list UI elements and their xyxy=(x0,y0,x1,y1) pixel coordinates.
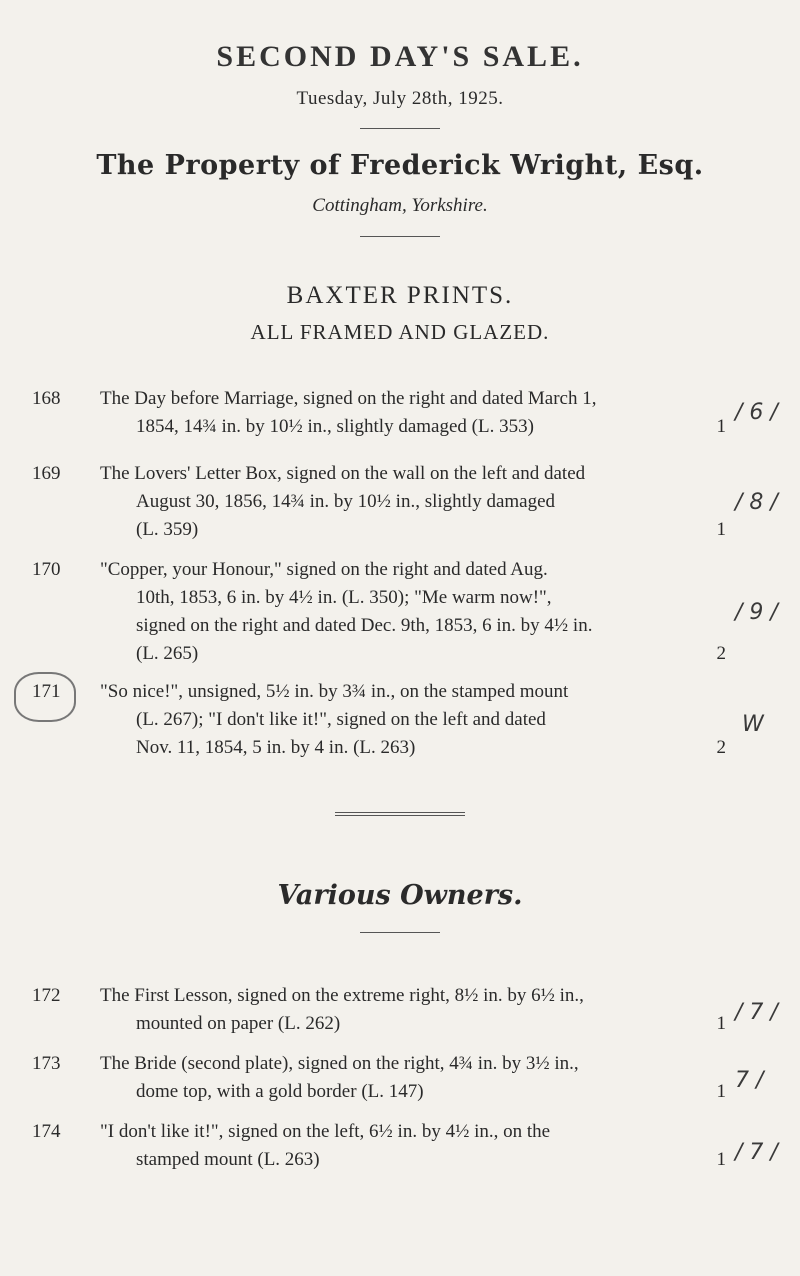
lot-line: signed on the right and dated Dec. 9th, 1853, 6 in. by 4½ in. xyxy=(136,615,593,636)
price-annotation: W xyxy=(742,712,764,737)
lot-number: 172 xyxy=(32,985,61,1006)
section-title: BAXTER PRINTS. xyxy=(286,282,514,309)
divider xyxy=(360,128,440,129)
lot-line: (L. 265) xyxy=(136,643,199,664)
lot-line: The First Lesson, signed on the extreme right, 8½ in. by 6½ in., xyxy=(100,985,584,1006)
price-annotation: 7 / xyxy=(735,1068,764,1093)
lot-quantity: 1 xyxy=(716,1013,726,1034)
lot-number: 171 xyxy=(32,681,61,702)
sale-date: Tuesday, July 28th, 1925. xyxy=(296,88,504,109)
lot-description xyxy=(100,1050,720,1106)
lot-quantity: 1 xyxy=(716,1149,726,1170)
price-annotation: / 6 / xyxy=(735,400,778,425)
lot-line: dome top, with a gold border (L. 147) xyxy=(136,1081,424,1102)
lot-entry xyxy=(32,460,726,544)
lot-entry xyxy=(32,556,726,668)
price-annotation: / 8 / xyxy=(735,490,778,515)
lot-description xyxy=(100,460,720,544)
sale-title: SECOND DAY'S SALE. xyxy=(216,40,584,73)
owner-heading: The Property of Frederick Wright, Esq. xyxy=(96,150,704,181)
lot-number: 169 xyxy=(32,463,61,484)
divider xyxy=(335,815,465,816)
lot-line: August 30, 1856, 14¾ in. by 10½ in., slightly damaged xyxy=(136,491,556,512)
lot-description xyxy=(100,678,720,762)
lot-line: Nov. 11, 1854, 5 in. by 4 in. (L. 263) xyxy=(136,737,416,758)
divider xyxy=(360,932,440,933)
lot-line: The Day before Marriage, signed on the right and dated March 1, xyxy=(100,388,597,409)
hand-drawn-circle xyxy=(14,672,76,722)
lot-entry xyxy=(32,982,726,1038)
lot-number: 168 xyxy=(32,388,61,409)
lot-line: "So nice!", unsigned, 5½ in. by 3¾ in., on the stamped mount xyxy=(100,681,569,702)
lot-line: stamped mount (L. 263) xyxy=(136,1149,320,1170)
divider xyxy=(360,236,440,237)
lot-line: (L. 267); "I don't like it!", signed on the left and dated xyxy=(136,709,546,730)
lot-number: 170 xyxy=(32,559,61,580)
lot-description xyxy=(100,982,720,1038)
lot-entry xyxy=(32,1118,726,1174)
lot-entry xyxy=(32,1050,726,1106)
section-subtitle: ALL FRAMED AND GLAZED. xyxy=(250,320,550,344)
lot-line: The Bride (second plate), signed on the right, 4¾ in. by 3½ in., xyxy=(100,1053,579,1074)
lot-entry xyxy=(32,385,726,441)
lot-entry xyxy=(32,678,726,762)
price-annotation: / 7 / xyxy=(735,1000,778,1025)
lot-quantity: 2 xyxy=(716,737,726,758)
lot-line: mounted on paper (L. 262) xyxy=(136,1013,341,1034)
lot-quantity: 1 xyxy=(716,519,726,540)
lot-line: 1854, 14¾ in. by 10½ in., slightly damaged (L. 353) xyxy=(136,416,534,437)
price-annotation: / 7 / xyxy=(735,1140,778,1165)
lot-number: 174 xyxy=(32,1121,61,1142)
lot-line: "Copper, your Honour," signed on the right and dated Aug. xyxy=(100,559,548,580)
lot-description xyxy=(100,556,720,668)
lot-quantity: 1 xyxy=(716,1081,726,1102)
lot-line: "I don't like it!", signed on the left, 6½ in. by 4½ in., on the xyxy=(100,1121,551,1142)
various-owners-heading: Various Owners. xyxy=(277,880,523,911)
lot-description xyxy=(100,1118,720,1174)
lot-number: 173 xyxy=(32,1053,61,1074)
lot-quantity: 2 xyxy=(716,643,726,664)
lot-line: The Lovers' Letter Box, signed on the wall on the left and dated xyxy=(100,463,586,484)
lot-line: 10th, 1853, 6 in. by 4½ in. (L. 350); "Me warm now!", xyxy=(136,587,552,608)
lot-line: (L. 359) xyxy=(136,519,199,540)
owner-location: Cottingham, Yorkshire. xyxy=(312,195,488,216)
price-annotation: / 9 / xyxy=(735,600,778,625)
lot-description xyxy=(100,385,720,441)
lot-quantity: 1 xyxy=(716,416,726,437)
divider xyxy=(335,812,465,813)
